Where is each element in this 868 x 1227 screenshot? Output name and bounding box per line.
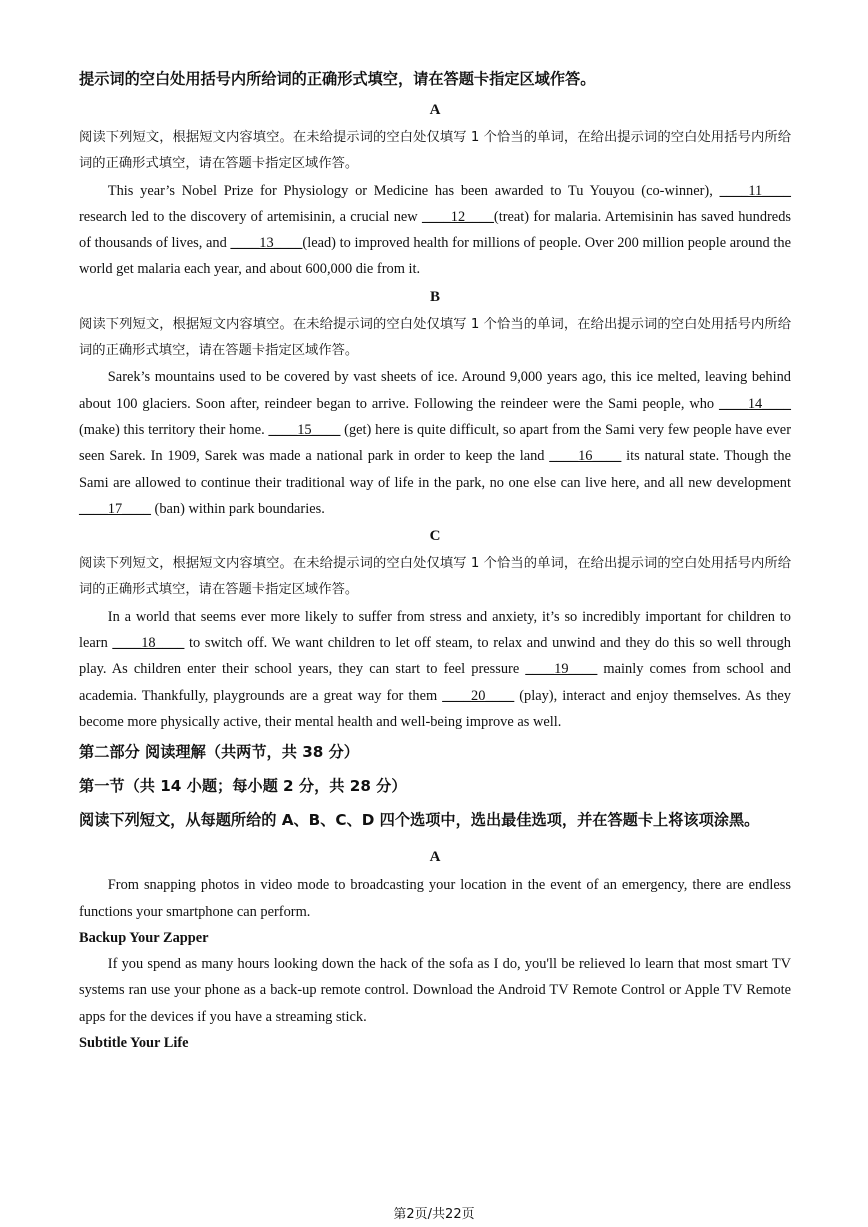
passage-text: (get) here is quite difficult, so apart from the Sami very few people have ever seen Sarek. In 1909, Sarek was made a national park in order to keep the land — [79, 421, 791, 465]
blank-13: ____13____ — [230, 235, 303, 252]
passage-text: In a world that seems ever more likely to suffer from stress and anxiety, it’s so incredibly important for children to learn — [79, 608, 791, 652]
passage-text: (treat) for malaria. Artemisinin has saved hundreds of thousands of lives, and — [79, 208, 791, 252]
section-c-label: C — [429, 528, 441, 545]
blank-15: ____15____ — [268, 421, 341, 438]
section-b-label: B — [429, 288, 440, 305]
blank-20: ____20____ — [442, 687, 515, 704]
section-a-passage — [79, 178, 791, 283]
passage-text: (make) this territory their home. — [79, 421, 269, 438]
reading-a-intro: From snapping photos in video mode to broadcasting your location in the event of an emergency, there are endless functions your smartphone can perform. — [79, 877, 791, 920]
reading-a-subtitle-2: Subtitle Your Life — [79, 1035, 189, 1052]
blank-16: ____16____ — [549, 448, 622, 465]
passage-text: mainly comes from school and academia. Thankfully, playgrounds are a great way for them — [79, 661, 791, 704]
part-two-section-one: 第一节（共 14 小题；每小题 2 分，共 28 分） — [79, 777, 407, 796]
blank-12: ____12____ — [421, 208, 494, 225]
blank-17: ____17____ — [79, 500, 151, 517]
reading-a-subtitle-1: Backup Your Zapper — [79, 929, 209, 946]
document-page — [79, 62, 791, 1056]
passage-text: Sarek’s mountains used to be covered by vast sheets of ice. Around 9,000 years ago, this ice melted, leaving behind about 100 glaciers. Soon after, reindeer began to arrive. Following the reindeer were the Sami people, who — [79, 369, 791, 412]
passage-text: (ban) within park boundaries. — [150, 500, 325, 517]
passage-text: (lead) to improved health for millions of people. Over 200 million people around the world get malaria each year, and about 600,000 die from it. — [79, 235, 791, 278]
blank-14: ____14____ — [719, 395, 791, 412]
passage-text: research led to the discovery of artemisinin, a crucial new — [79, 208, 422, 225]
blank-18: ____18____ — [112, 635, 185, 652]
blank-11: ____11____ — [719, 182, 791, 199]
passage-text: (play), interact and enjoy themselves. As they become more physically active, their mental health and well-being improve as well. — [79, 687, 791, 730]
reading-a-paragraph-1: If you spend as many hours looking down the hack of the sofa as I do, you'll be relieved lo learn that most smart TV systems ran use your phone as a back-up remote control. Download the Android TV Remote Control or Apple TV Remote apps for the devices if you have a streaming stick. — [79, 956, 791, 1025]
part-two-instructions: 阅读下列短文，从每题所给的 A、B、C、D 四个选项中，选出最佳选项，并在答题卡上将该项涂黑。 — [79, 811, 760, 830]
part-two-title: 第二部分 阅读理解（共两节，共 38 分） — [79, 743, 359, 762]
intro-line: 提示词的空白处用括号内所给词的正确形式填空，请在答题卡指定区域作答。 — [79, 70, 596, 88]
section-a-label: A — [429, 102, 441, 118]
reading-a-label: A — [429, 849, 441, 866]
passage-text: This year’s Nobel Prize for Physiology or Medicine has been awarded to Tu Youyou (co-winner), — [107, 182, 720, 199]
section-b-passage — [79, 364, 791, 522]
section-c-passage — [79, 604, 791, 735]
passage-text: to switch off. We want children to let off steam, to relax and unwind and they do this so well through play. As children enter their school years, they can start to feel pressure — [79, 635, 791, 678]
section-a-instructions: 阅读下列短文，根据短文内容填空。在未给提示词的空白处仅填写 1 个恰当的单词，在给出提示词的空白处用括号内所给词的正确形式填空，请在答题卡指定区域作答。 — [79, 130, 791, 172]
passage-text: its natural state. Though the Sami are allowed to continue their traditional way of life in the park, no one else can live here, and all new development — [79, 448, 791, 491]
section-c-instructions: 阅读下列短文，根据短文内容填空。在未给提示词的空白处仅填写 1 个恰当的单词，在给出提示词的空白处用括号内所给词的正确形式填空，请在答题卡指定区域作答。 — [79, 556, 791, 598]
section-b-instructions: 阅读下列短文，根据短文内容填空。在未给提示词的空白处仅填写 1 个恰当的单词，在给出提示词的空白处用括号内所给词的正确形式填空，请在答题卡指定区域作答。 — [79, 316, 791, 359]
blank-19: ____19____ — [525, 661, 598, 678]
page-footer: 第2页/共22页 — [393, 1207, 475, 1222]
